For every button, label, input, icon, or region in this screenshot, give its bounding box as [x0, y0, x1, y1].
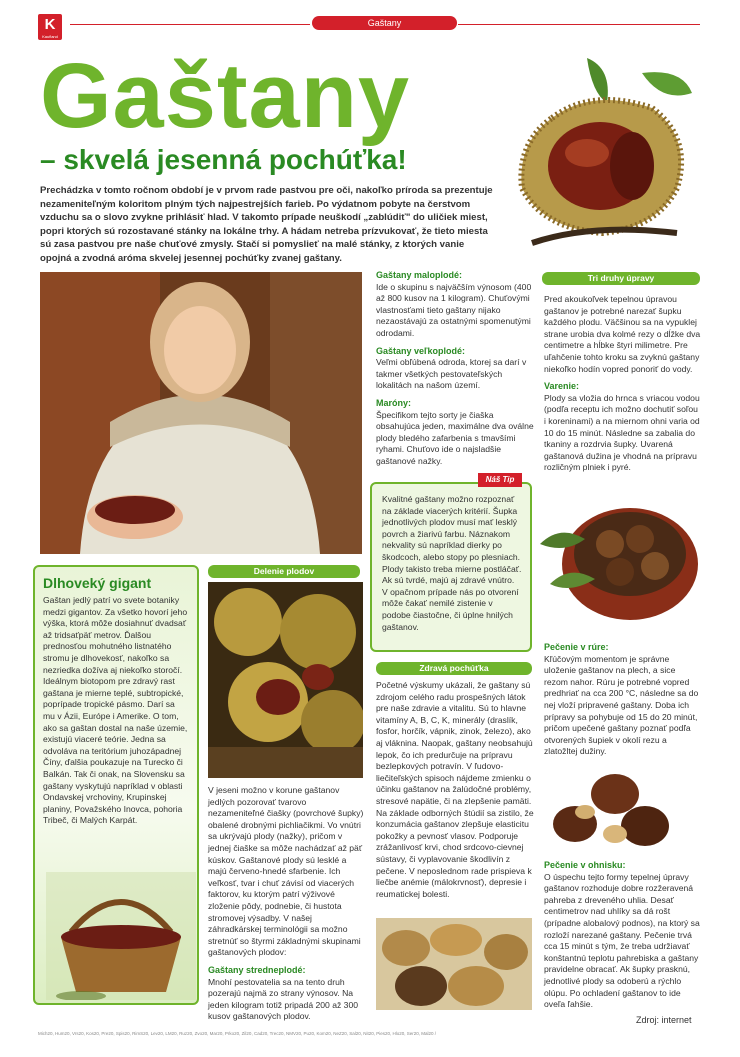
tip-text: Kvalitné gaštany možno rozpoznať na základe viacerých kritérií. Šupka jednotlivých plodov musí mať lesklý povrch a žiarivú farbu. Náznakom nekvality sú napríklad dierky po škodcoch, alebo stopy po plesniach. Plody takisto treba mierne postláčať. Ak sú tvrdé, majú aj zdravé vnútro. V opačnom prípade nás po otvorení môže čakať nemilé zistenie v podobe čiastočne, či úplne hnilých gaštanov. — [382, 494, 522, 632]
fire-column — [544, 860, 701, 1011]
header-rule-left — [70, 24, 310, 25]
boiling-heading: Varenie: — [544, 381, 580, 392]
preparation-intro: Pred akoukoľvek tepelnou úpravou gaštanov je potrebné narezať šupku každého plodu. Väčšinou sa na vypuklej strane urobia dva kolmé rezy o dĺžke dva centimetre a hĺbke štyri milimetre. Pre uľahčenie tohto kroku sa zvyknú gaštany niekoľko hodín vopred ponoriť do vody. — [544, 294, 701, 374]
chestnut-husks-image — [208, 582, 363, 778]
kaufland-logo — [38, 14, 62, 40]
division-column — [208, 785, 364, 1023]
preparation-tab: Tri druhy úpravy — [542, 272, 700, 285]
giant-text: Gaštan jedlý patrí vo svete botaniky medzi gigantov. Za všetko hovorí jeho výška, ktorá môže dosiahnuť dvadsať až tridsaťpäť metrov. Ďalšou prednosťou mohutného listnatého stromu je dlhovekosť, nakoľko sa nezriedka dožíva aj niekoľko storočí. Ideálnym biotopom pre zdravý rast gaštana je mierne teplé, subtropické, poprípade tropické pásmo. Darí sa mu v Ázii, Európe i Amerike. O tom, ako sa gaštan dostal na naše územie, existujú viaceré teórie. Jedna sa odvoláva na teritórium juhozápadnej Číny, ďalšia poukazuje na Turecko či Balkán. Tak či onak, na Slovensku sa gaštany vyskytujú napríklad v oblasti Ondavskej vrchoviny, Krupinskej planiny, Považského Inovca, pohoria Tribeč, či Malých Karpát. — [43, 595, 188, 826]
variety-heading-small: Gaštany maloplodé: — [376, 270, 463, 280]
variety-text-large: Veľmi obľúbená odroda, ktorej sa darí v takmer všetkých pestovateľských lokalitách na našom území. — [376, 357, 527, 391]
tip-badge: Náš Tip — [478, 473, 522, 487]
division-sub-text: Mnohí pestovatelia sa na tento druh pozerajú najmä zo strany výnosov. Na jeden kilogram totiž pripadá 200 až 300 kusov gaštanových plodov. — [208, 976, 359, 1022]
oven-text: Kľúčovým momentom je správne uloženie gaštanov na plech, a sice rezom nahor. Rúru je potrebné vopred predhriať na cca 200 °C, následne sa do nej vloží pripravené gaštany. Doba ich prípravy sa pohybuje od 15 do 20 minút, pričom upečené gaštany poznať podľa otvorených šupiek v okolí rezu a zlatožltej dužiny. — [544, 653, 699, 757]
fire-heading: Pečenie v ohnisku: — [544, 860, 626, 870]
header-rule-right — [458, 24, 700, 25]
footer-codes: Mich20, Hum20, Vrs20, Kos20, Pre20, Spis20, RimS20, Lev20, LM20, Ruz20, Zvo20, Mar20, Prko20, Zil20, Cad20, Trec20, NMV20, Pu20, Kom20, NeZ20, Sal20, Nit20, Pies20, Hlo20, Ser20, Mal20 / — [38, 1031, 437, 1036]
fire-text: O úspechu tejto formy tepelnej úpravy gaštanov rozhoduje dobre rozžeravená pahreba z dreveného uhlia. Desať centimetrov nad uhlíky sa dá rošt (prípadne alobalový podnos), na ktorý sa rozloží narezané gaštany. Pečenie trvá cca 15 minút s tým, že treba udržiavať konštantnú teplotu pahrebiska a gaštany pravidelne obracať. Ak šupky prasknú, jednotlivé plody sa odoberú a rýchlo olúpu. Po ochladení gaštanov to ide oveľa ľahšie. — [544, 871, 700, 1010]
giant-heading: Dlhoveký gigant — [43, 575, 152, 591]
oven-heading: Pečenie v rúre: — [544, 642, 609, 652]
division-text: V jeseni možno v korune gaštanov jedlých pozorovať tvarovo nezameniteľné čiašky (povrchové šupky) obalené drobnými pichliačikmi. Vo vnútri sa ukrývajú plody (nažky), pričom v jednej čiaške sa môže nachádzať až päť kúskov. Gaštanové plody sú lesklé a majú červeno-hnedé sfarbenie. Ich veľkosť, tvar i chuť závisí od viacerých faktorov, ku ktorým patrí výživové zloženie pôdy, podnebie, či hustota stromovej výsadby. V našej záhradkárskej terminológii sa možno stretnúť so štyrmi základnými skupinami gaštanových plodov: — [208, 785, 364, 958]
healthy-tab: Zdravá pochúťka — [376, 662, 532, 675]
woman-with-chestnuts-photo — [40, 272, 362, 554]
oven-column — [544, 642, 701, 758]
variety-heading-large: Gaštany veľkoplodé: — [376, 345, 465, 356]
logo-text: Kaufland — [42, 34, 58, 39]
roasted-chestnuts-image — [376, 918, 532, 1010]
division-tab: Delenie plodov — [208, 565, 360, 578]
section-tag: Gaštany — [312, 16, 457, 30]
source-note: Zdroj: internet — [636, 1015, 692, 1025]
healthy-column — [376, 680, 534, 900]
page-title: Gaštany — [40, 45, 411, 147]
intro-paragraph: Prechádzka v tomto ročnom období je v prvom rade pastvou pre oči, nakoľko príroda sa prezentuje nezameniteľným koloritom plným tých najpestrejších farieb. Po výdatnom pobyte na čerstvom vzduchu sa o slovo zvykne prihlásiť hlad. V takomto prípade neuškodí „zablúdiť" do uličiek miest, popri ktorých sú rozostavané stánky na lokálne trhy. A hádam netreba prízvukovať, že tieto miesta sú zasa pastvou pre naše chuťové zmysly. Stačí si pomyslieť na malé stánky, z ktorých vanie opojná a zvodná aróma skvelej jesennej pochúťky zvanej gaštany. — [40, 185, 493, 264]
variety-heading-marony: Maróny: — [376, 397, 412, 408]
boiling-text: Plody sa vložia do hrnca s vriacou vodou (podľa receptu ich možno dochutiť soľou i koreninami) a na miernom ohni varia od 10 do 15 minút. Následne sa zabalia do tkaniny a rozdrvia šupky. Uvarená gaštanová dužina je vhodná na prípravu rozličným plniek i pyré. — [544, 392, 700, 473]
page-subtitle: – skvelá jesenná pochúťka! — [40, 144, 407, 175]
tip-box — [370, 482, 532, 652]
variety-text-small: Ide o skupinu s najväčším výnosom (400 až 800 kusov na 1 kilogram). Chuťovými vlastnosťami tieto gaštany nijako nezaostávajú za ostatnými spomenutými odrodami. — [376, 281, 532, 338]
varieties-column — [376, 270, 534, 468]
variety-text-marony: Špecifikom tejto sorty je čiaška obsahujúca jeden, maximálne dva oválne plody bledého zafarbenia s tmavšími ryhami. Chuťovo ide o najsladšie gaštanové nažky. — [376, 409, 534, 466]
healthy-text: Početné výskumy ukázali, že gaštany sú zdrojom celého radu prospešných látok pre naše zdravie a vitalitu. Sú to hlavne vitamíny A, B, C, K, minerály (draslík, fosfor, horčík, vápnik, zinok, železo), ako aj vláknina. Naopak, gaštany neobsahujú lepok, čo ich predurčuje na prípravu bezlepkových potravín. V ľudovo-liečiteľských spisoch nájdeme zmienku o účinku gaštanov na žalúdočné problémy, stresové napätie, či na zlepšenie pamäti. Na základe odborných štúdií sa zistilo, že konzumácia gaštanov zlepšuje elasticitu pokožky a pevnosť vlasov. Podporuje zrážanlivosť krvi, chod srdcovo-cievnej sústavy, či vyplavovanie škodlivín z pečene. V neposlednom rade prispieva k liečbe anémie (málokrvnosť), depresie i reumatickej bolesti. — [376, 680, 534, 899]
chestnut-husk-image — [492, 48, 702, 258]
chestnut-basket-image — [46, 872, 196, 1000]
logo-letter: K — [44, 16, 56, 33]
opened-chestnuts-image — [545, 754, 685, 856]
preparation-column — [544, 294, 701, 474]
division-sub-heading: Gaštany stredneplodé: — [208, 964, 306, 975]
chestnut-bowl-image — [540, 484, 702, 632]
